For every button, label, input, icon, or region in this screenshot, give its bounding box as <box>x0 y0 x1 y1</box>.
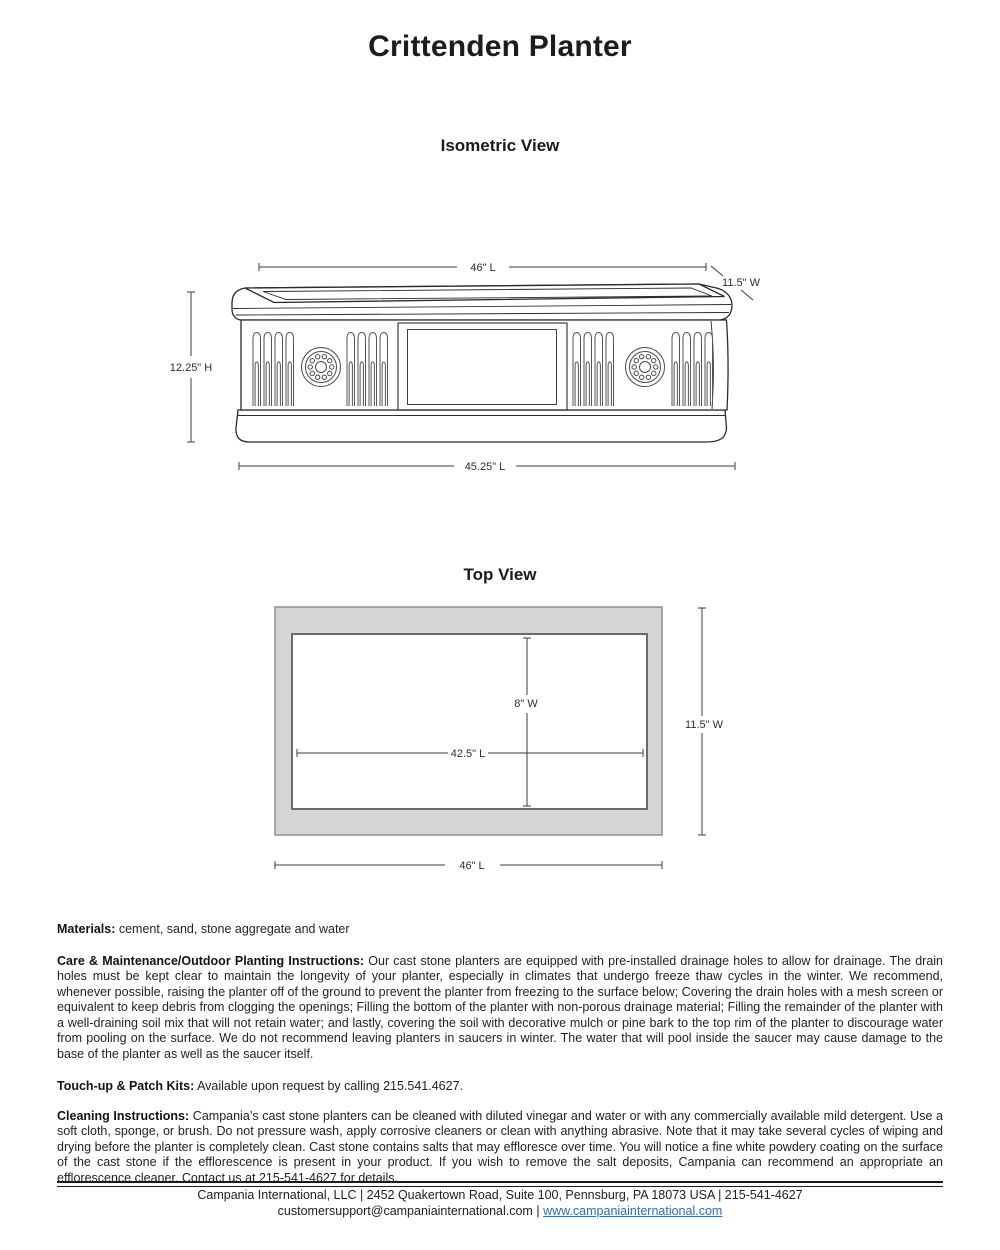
materials-label: Materials: <box>57 921 116 936</box>
page-title: Crittenden Planter <box>368 30 632 63</box>
iso-dim-top-length: 46" L <box>470 262 496 274</box>
touchup-label: Touch-up & Patch Kits: <box>57 1078 195 1093</box>
footer-pipe: | <box>536 1204 540 1218</box>
topview-dim-inner-length: 42.5" L <box>450 748 486 760</box>
planter-opening <box>292 634 647 809</box>
footer-address: Campania International, LLC | 2452 Quakertown Road, Suite 100, Pennsburg, PA 18073 USA | 215-541-4627 <box>197 1188 803 1202</box>
topview-dim-width: 11.5" W <box>685 719 723 731</box>
iso-dim-width: 11.5" W <box>722 277 760 289</box>
materials-section <box>57 922 943 938</box>
iso-dim-bottom-length: 45.25" L <box>464 461 506 473</box>
top-view-heading: Top View <box>463 565 537 584</box>
care-maintenance-label: Care & Maintenance/Outdoor Planting Instructions: <box>57 953 365 968</box>
cleaning-label: Cleaning Instructions: <box>57 1108 190 1123</box>
care-maintenance-text: Our cast stone planters are equipped with pre-installed drainage holes to allow for drainage. The drain holes must be kept clear to maintain the longevity of your planter, especially in climates that undergo freeze thaw cycles in the winter. We recommend, whenever possible, raising the planter off of the ground to prevent the planter from freezing to the surface below; Covering the drain holes with a mesh screen or equivalent to keep debris from clogging the openings; Filling the bottom of the planter with non-porous drainage material; Filling the remainder of the planter with a well-draining soil mix that will not retain water; and lastly, covering the soil with decorative mulch or pine bark to the top rim of the planter to discourage water from pooling on the surface. We do not recommend leaving planters in saucers in winter. The water that will pool inside the saucer may cause damage to the base of the planter as well as the saucer itself. <box>57 953 943 1062</box>
isometric-drawing <box>169 258 775 478</box>
isometric-view-heading: Isometric View <box>440 136 560 155</box>
footer-divider <box>57 1181 943 1187</box>
cleaning-section <box>57 1109 943 1187</box>
care-maintenance-section <box>57 954 943 1063</box>
topview-dim-inner-width: 8" W <box>514 698 538 710</box>
touchup-text: Available upon request by calling 215.541.4627. <box>197 1078 464 1093</box>
iso-dim-height: 12.25" H <box>169 362 213 374</box>
footer-contacts <box>0 1204 1000 1218</box>
footer-email: customersupport@campaniainternational.com <box>277 1204 533 1218</box>
footer-website-link[interactable]: www.campaniainternational.com <box>543 1204 723 1218</box>
planter-outline <box>232 284 732 442</box>
materials-text: cement, sand, stone aggregate and water <box>118 921 350 936</box>
touchup-section <box>57 1079 943 1095</box>
topview-dim-length: 46" L <box>459 860 485 872</box>
cleaning-text: Campania’s cast stone planters can be cleaned with diluted vinegar and water or with any commercially available mild detergent. Use a soft cloth, sponge, or brush. Do not pressure wash, apply corrosive cleaners or clean with anything abrasive. Note that it may take several cycles of wiping and drying before the planter is completely clean. Cast stone contains salts that may effloresce over time. You will notice a fine white powdery coating on the surface of the cast stone if the efflorescence is present in your product. If you wish to remove the salt deposits, Campania can recommend an appropriate an efflorescence cleaner. Contact us at 215-541-4627 for details. <box>57 1108 943 1185</box>
top-view-drawing <box>260 595 740 885</box>
